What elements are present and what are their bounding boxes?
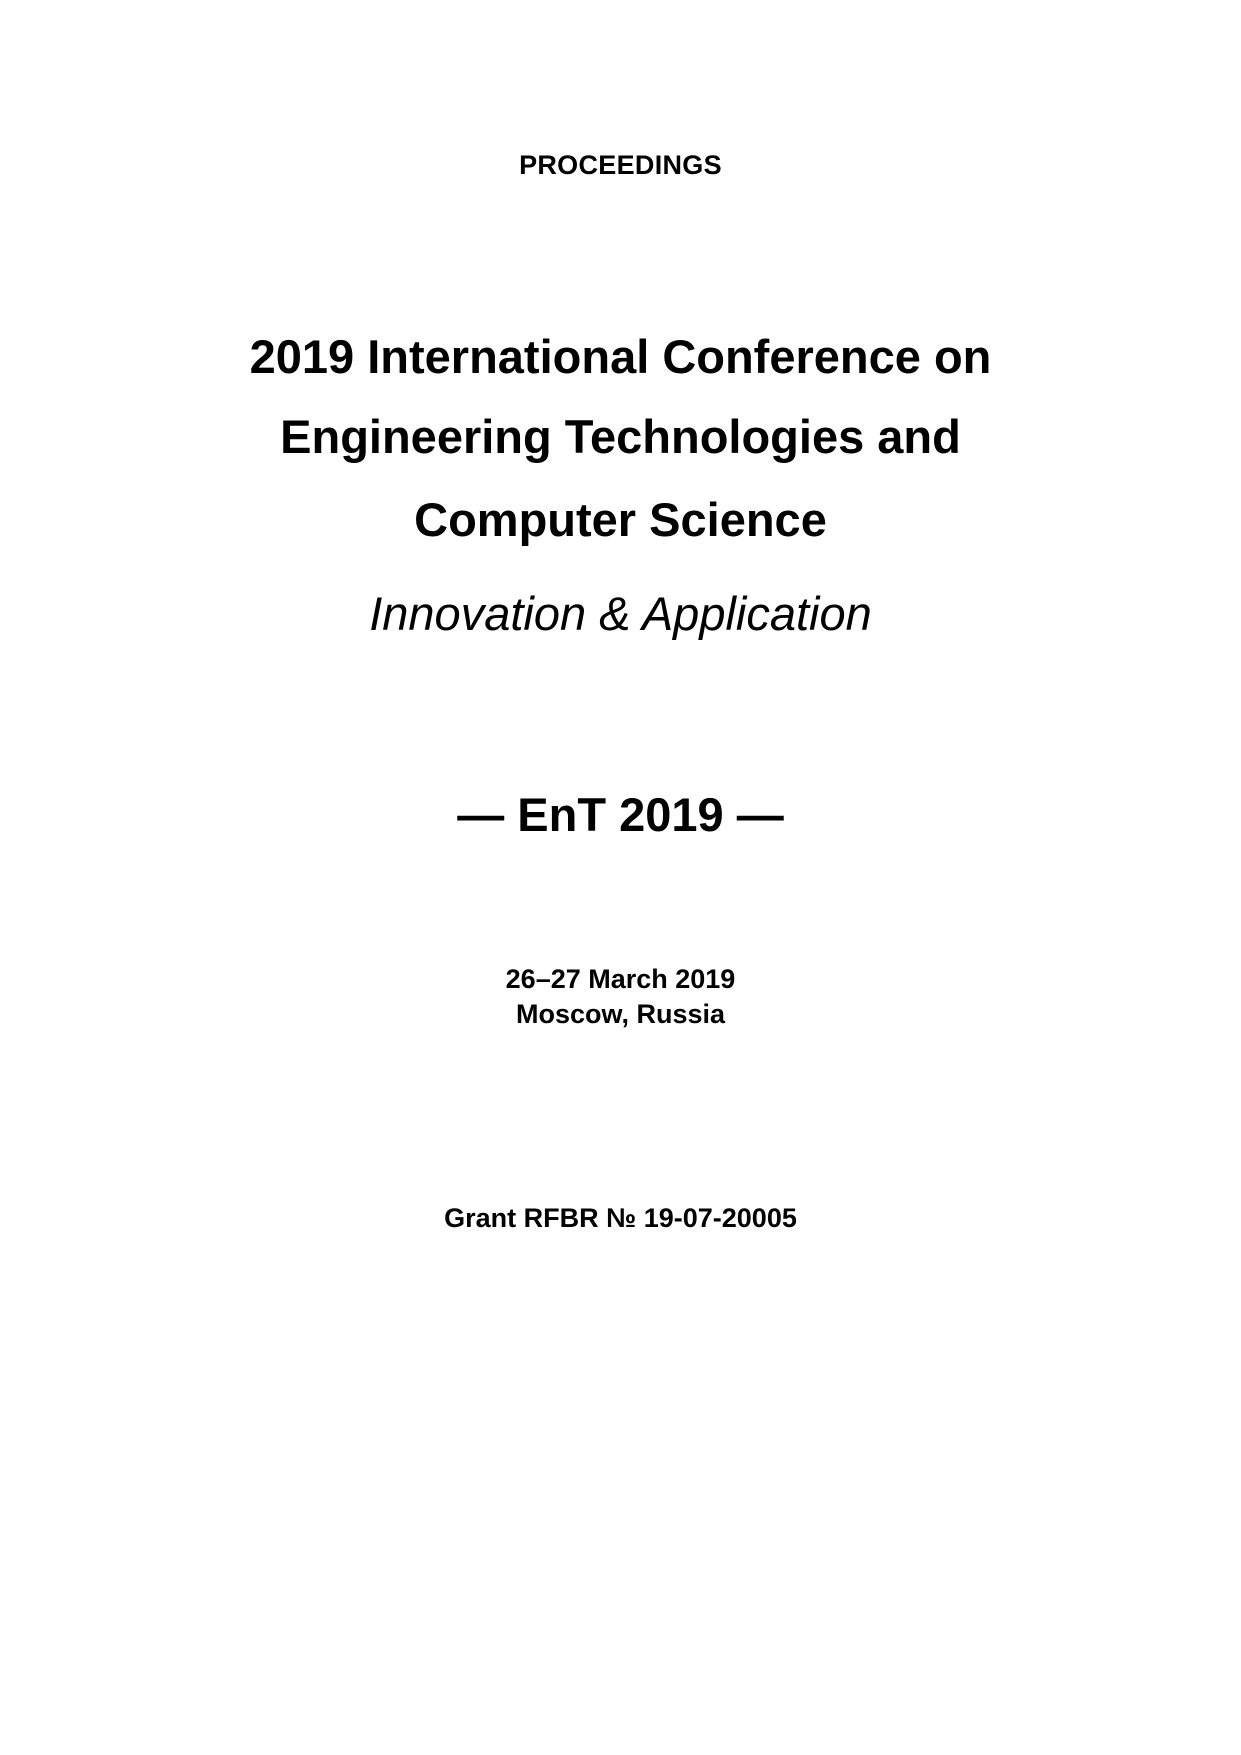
conference-title-line-2: Engineering Technologies and <box>280 410 961 463</box>
conference-title-line-1: 2019 International Conference on <box>249 330 992 383</box>
conference-acronym: — EnT 2019 — <box>457 788 784 841</box>
proceedings-label: PROCEEDINGS <box>519 150 722 180</box>
grant-number: Grant RFBR № 19-07-20005 <box>444 1203 797 1233</box>
conference-title-line-3: Computer Science <box>414 493 827 546</box>
conference-date: 26–27 March 2019 <box>505 964 736 994</box>
conference-location: Moscow, Russia <box>515 999 726 1029</box>
conference-subtitle: Innovation & Application <box>369 587 872 640</box>
